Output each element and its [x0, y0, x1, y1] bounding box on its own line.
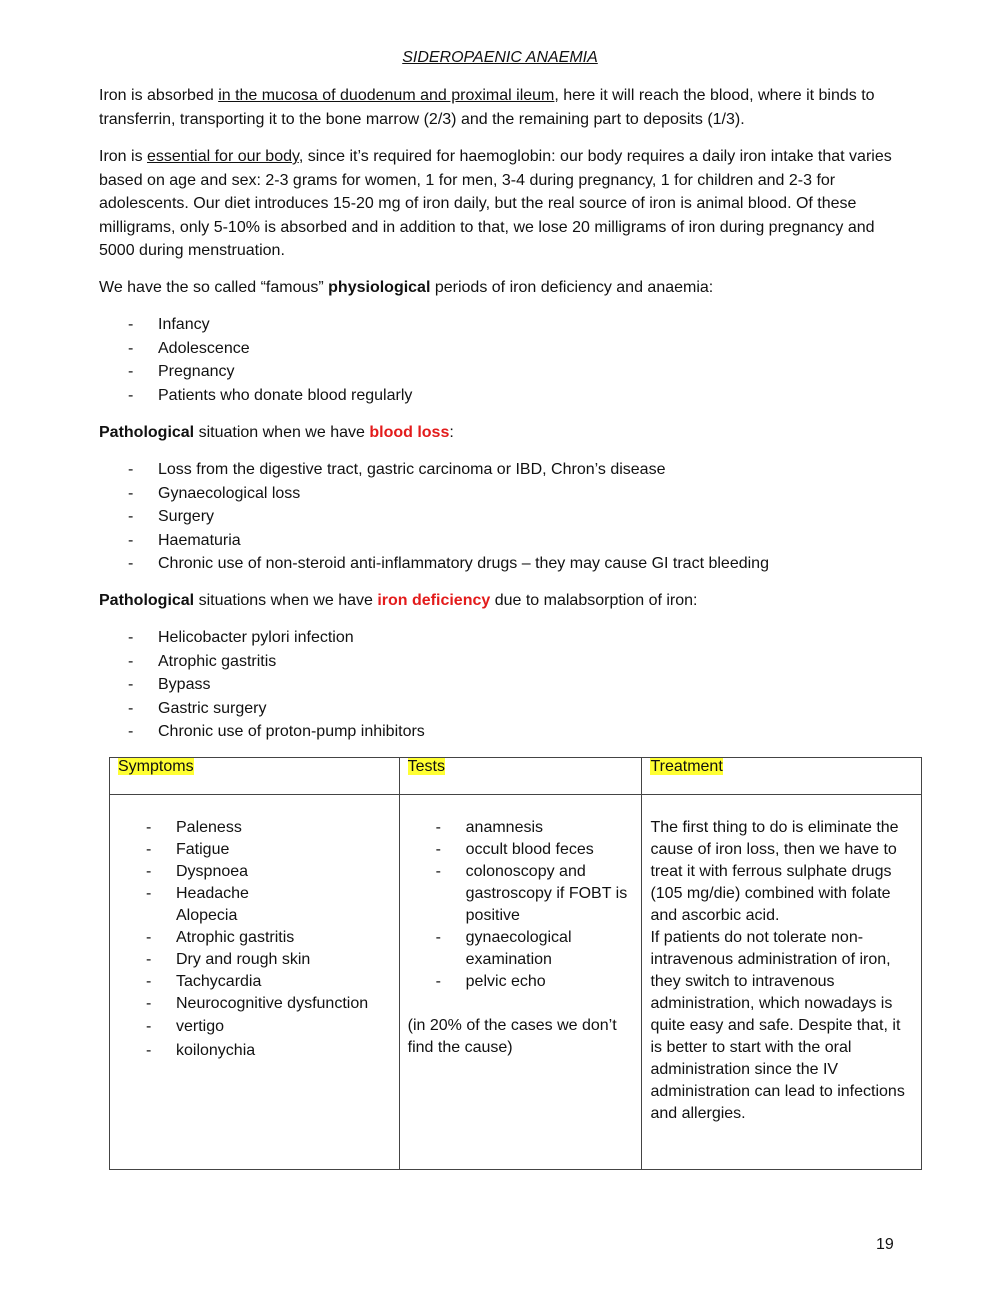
- paragraph-blood-loss-intro: Pathological situation when we have blood loss:: [99, 424, 454, 441]
- list-item: - Helicobacter pylori infection: [99, 626, 425, 650]
- paragraph-iron-requirement: Iron is essential for our body, since it’s required for haemoglobin: our body requires a daily iron intake that varies based on age and sex: 2-3 grams for women, 1 for men, 3-4 during pregnancy, 1 for children and 2-3 for adolescents. Our diet introduces 15-20 mg of iron daily, but the real source of iron is animal blood. Of these milligrams, only 5-10% is absorbed and in addition to that, we lose 20 milligrams of iron during pregnancy and 5000 during menstruation.: [99, 148, 892, 259]
- paragraph-iron-deficiency-intro: Pathological situations when we have iron deficiency due to malabsorption of iron:: [99, 592, 698, 609]
- list-item: - Chronic use of non-steroid anti-inflammatory drugs – they may cause GI tract bleeding: [99, 552, 769, 576]
- test-item: - pelvic echo: [408, 971, 634, 993]
- symptom-item: - Headache: [118, 883, 391, 905]
- header-cell-symptoms: Symptoms: [110, 758, 400, 795]
- test-item: - gynaecological examination: [408, 927, 634, 971]
- anaemia-summary-table: [109, 757, 922, 1170]
- test-item: - anamnesis: [408, 817, 634, 839]
- list-item: - Gynaecological loss: [99, 482, 769, 506]
- symptom-item: - Dyspnoea: [118, 861, 391, 883]
- treatment-text-first: The first thing to do is eliminate the cause of iron loss, then we have to treat it with ferrous sulphate drugs (105 mg/die) combined with folate and ascorbic acid.: [650, 819, 899, 924]
- list-item: - Gastric surgery: [99, 697, 425, 721]
- list-item: - Bypass: [99, 673, 425, 697]
- symptom-item: - Atrophic gastritis: [118, 927, 391, 949]
- list-malabsorption-causes: [99, 626, 425, 744]
- tests-list: [408, 817, 634, 993]
- page-title: SIDEROPAENIC ANAEMIA: [402, 49, 598, 66]
- header-cell-treatment: Treatment: [642, 758, 922, 795]
- list-item: - Chronic use of proton-pump inhibitors: [99, 720, 425, 744]
- list-item: - Haematuria: [99, 529, 769, 553]
- list-item: - Atrophic gastritis: [99, 650, 425, 674]
- list-item: - Patients who donate blood regularly: [99, 384, 412, 408]
- table-header-row: [110, 758, 922, 795]
- test-item: - colonoscopy and gastroscopy if FOBT is positive: [408, 861, 634, 927]
- list-item: - Pregnancy: [99, 360, 412, 384]
- list-item: - Infancy: [99, 313, 412, 337]
- header-cell-tests: Tests: [399, 758, 642, 795]
- test-item: - occult blood feces: [408, 839, 634, 861]
- list-item: - Adolescence: [99, 337, 412, 361]
- symptom-item: - Fatigue: [118, 839, 391, 861]
- list-physiological-periods: [99, 313, 412, 407]
- list-item: - Loss from the digestive tract, gastric carcinoma or IBD, Chron’s disease: [99, 458, 769, 482]
- table-body-row: [110, 795, 922, 1170]
- list-blood-loss-causes: [99, 458, 769, 576]
- paragraph-absorption: Iron is absorbed in the mucosa of duodenum and proximal ileum, here it will reach the blood, where it binds to transferrin, transporting it to the bone marrow (2/3) and the remaining part to deposits (1/3).: [99, 87, 875, 128]
- symptoms-list: [118, 817, 391, 1063]
- symptom-item: - koilonychia: [118, 1039, 391, 1063]
- paragraph-physiological-intro: We have the so called “famous” physiological periods of iron deficiency and anaemia:: [99, 279, 714, 296]
- symptoms-cell: [110, 795, 400, 1170]
- symptom-item: - Dry and rough skin: [118, 949, 391, 971]
- symptom-item: - Tachycardia: [118, 971, 391, 993]
- list-item: - Surgery: [99, 505, 769, 529]
- tests-cell: [399, 795, 642, 1170]
- symptom-item: - Paleness: [118, 817, 391, 839]
- treatment-text-second: If patients do not tolerate non-intravenous administration of iron, they switch to intravenous administration, which nowadays is quite easy and safe. Despite that, it is better to start with the oral administration since the IV administration can lead to infections and allergies.: [650, 929, 905, 1122]
- tests-note: (in 20% of the cases we don’t find the cause): [407, 1017, 617, 1056]
- page-number: 19: [876, 1236, 894, 1253]
- symptom-item: Alopecia: [176, 907, 238, 924]
- treatment-cell: [642, 795, 922, 1170]
- symptom-item: - Neurocognitive dysfunction: [118, 993, 391, 1015]
- symptom-item: - vertigo: [118, 1015, 391, 1039]
